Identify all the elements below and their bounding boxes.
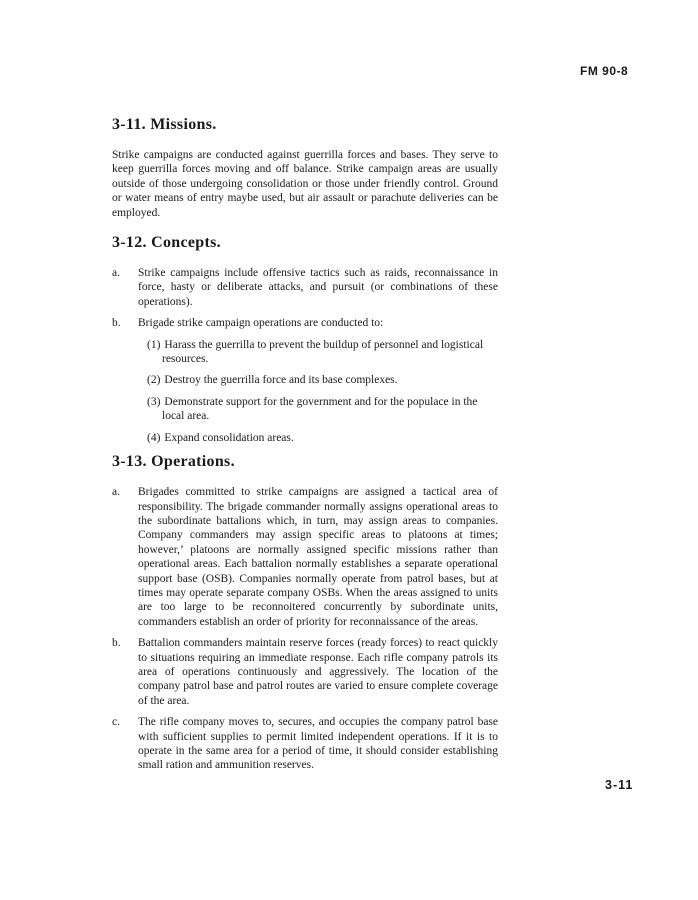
section-title: 3-12. Concepts. <box>112 234 221 252</box>
section-paragraph: Strike campaigns are conducted against guerrilla forces and bases. They serve to keep guerrilla forces moving and off balance. Strike campaign areas are usually outside of those undergoing consolidation or those under friendly control. Ground or water means of entry maybe used, but air assault or parachute deliveries can be employed. <box>112 149 498 219</box>
item-text: Brigades committed to strike campaigns are assigned a tactical area of responsibility. The brigade commander normally assigns operational areas to the subordinate battalions which, in turn, may assign areas to companies. Company commanders may assign specific areas to platoons at times; however,’ platoons are normally assigned specific missions rather than operational areas. Each battalion normally establishes a separate operational support base (OSB). Companies normally operate from patrol bases, but at times may operate separate company OSBs. When the areas assigned to units are too large to be reconnoitered concurrently by subordinate units, commanders establish an order of priority for reconnaissance of the areas. <box>138 486 498 628</box>
section-operations <box>112 453 498 773</box>
sub-item-number: (2) <box>147 374 161 387</box>
section-missions <box>112 116 498 220</box>
sub-item-text: Destroy the guerrilla force and its base complexes. <box>164 374 398 387</box>
sub-item-number: (4) <box>147 431 161 444</box>
list-item <box>112 485 498 629</box>
item-marker: a. <box>112 486 120 499</box>
item-marker: c. <box>112 716 120 729</box>
item-text: Battalion commanders maintain reserve forces (ready forces) to react quickly to situations requiring an immediate response. Each rifle company patrols its area of operations continuously and aggressively. The location of the company patrol base and patrol routes are varied to ensure complete coverage of the area. <box>138 637 498 707</box>
sub-item-number: (3) <box>147 395 161 408</box>
sub-item-text: Expand consolidation areas. <box>164 431 294 444</box>
list-item <box>112 316 498 330</box>
sub-item-text: Harass the guerrilla to prevent the buildup of personnel and logistical resources. <box>162 338 484 366</box>
list-item <box>112 715 498 773</box>
item-marker: a. <box>112 267 120 280</box>
section-concepts <box>112 234 498 445</box>
item-text: Strike campaigns include offensive tactics such as raids, reconnaissance in force, hasty or deliberate attacks, and pursuit (or combinations of these operations). <box>138 267 498 308</box>
page-number: 3-11 <box>605 778 634 792</box>
sub-item-number: (1) <box>147 338 161 351</box>
sub-list-item <box>122 373 498 387</box>
item-text: Brigade strike campaign operations are conducted to: <box>138 317 384 330</box>
sub-item-text: Demonstrate support for the government and for the populace in the local area. <box>162 395 478 423</box>
item-marker: b. <box>112 317 121 330</box>
list-item <box>112 266 498 309</box>
list-item <box>112 636 498 708</box>
sub-list-item <box>122 395 498 424</box>
item-text: The rifle company moves to, secures, and occupies the company patrol base with sufficient supplies to permit limited independent operations. If it is to operate in the same area for a period of time, it should consider establishing small ration and ammunition reserves. <box>138 716 498 772</box>
section-title: 3-11. Missions. <box>112 116 217 133</box>
sub-list-item <box>122 431 498 445</box>
section-title: 3-13. Operations. <box>112 453 235 471</box>
item-marker: b. <box>112 637 121 650</box>
page-content <box>112 116 498 781</box>
sub-list-item <box>122 338 498 367</box>
document-id: FM 90-8 <box>580 64 629 78</box>
